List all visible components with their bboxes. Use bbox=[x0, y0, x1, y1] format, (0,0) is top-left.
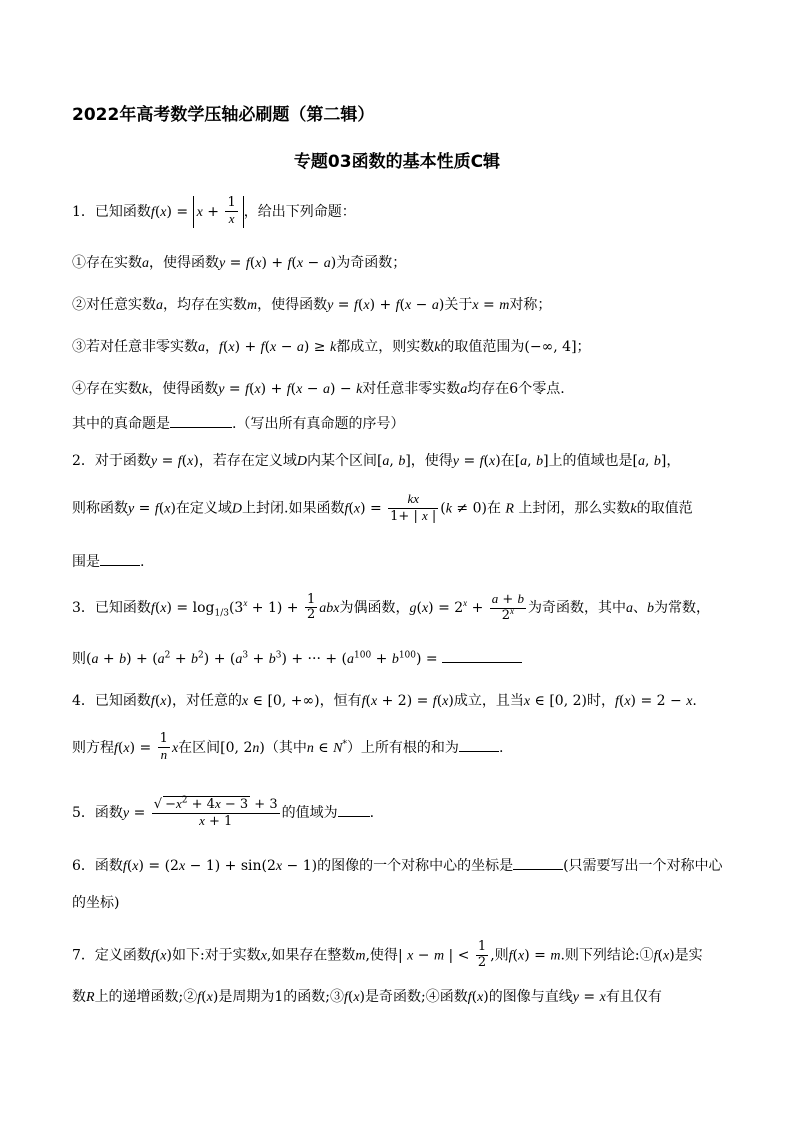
problem-4-line-2: 则方程f(x) = $\frac{1}{n}$ x在区间[0, 2n)（其中n ∈ N*）上所有根的和为 . bbox=[72, 731, 504, 762]
problem-3-line-2: 则$(a + b) + (a^2 + b^2) + (a^3 + b^3)$ + ··· + $(a^{100} + b^{100})$ = bbox=[72, 648, 522, 668]
problem-1-statement-4: ④存在实数k，使得函数y = f(x) + f(x − a) − k对任意非零实数a均存在6个零点. bbox=[72, 381, 565, 397]
problem-7-line-1: 7．定义函数f(x)如下:对于实数x,如果存在整数m,使得| x − m | < $\frac{1}{2}$ ,则f(x) = m.则下列结论:①f(x)是实 bbox=[72, 939, 703, 970]
problem-1-question: 其中的真命题是 .（写出所有真命题的序号） bbox=[72, 416, 405, 432]
problem-5: 5．函数y = $\frac{√ -x^2 + 4x - 3 + 3}{x + 1}$ 的值域为 . bbox=[72, 795, 375, 829]
problem-3-line-1: 3．已知函数$f(x) = \log_{1/3}(3^x + 1)$ + $\frac{1}{2}$ abx为偶函数，$g(x) = 2^x$ + $\frac{a + b}{2^x}$ 为奇函数，其中a、b为常数， bbox=[72, 591, 710, 623]
problem-6-line-1: 6．函数f(x) = (2x − 1) + sin(2x − 1)的图像的一个对称中心的坐标是 (只需要写出一个对称中心 bbox=[72, 858, 723, 874]
problem-1-statement-3: ③若对任意非零实数a，f(x) + f(x − a) ≥ k都成立，则实数k的取值范围为(−∞, 4]； bbox=[72, 339, 591, 355]
problem-1-intro: 1．已知函数f(x) = x + $\frac{1}{x}$ ，给出下列命题： bbox=[72, 195, 356, 226]
document-subtitle: 专题03函数的基本性质C辑 bbox=[293, 152, 501, 172]
problem-2-line-1: 2．对于函数y = f(x)，若存在定义域D内某个区间[a, b]，使得y = f(x)在[a, b]上的值域也是[a, b]， bbox=[72, 453, 681, 469]
problem-7-line-2: 数R上的递增函数;②f(x)是周期为1的函数;③f(x)是奇函数;④函数f(x)的图像与直线y = x有且仅有 bbox=[72, 989, 662, 1005]
problem-1-statement-2: ②对任意实数a，均存在实数m，使得函数y = f(x) + f(x − a)关于x = m对称； bbox=[72, 297, 552, 313]
problem-1-statement-1: ①存在实数a，使得函数y = f(x) + f(x − a)为奇函数； bbox=[72, 255, 407, 271]
problem-4-line-1: 4．已知函数f(x)，对任意的x ∈ [0, +∞)，恒有f(x + 2) = f(x)成立，且当x ∈ [0, 2)时，f(x) = 2 − x. bbox=[72, 693, 697, 709]
problem-2-line-3: 围是 . bbox=[72, 554, 145, 570]
problem-6-line-2: 的坐标) bbox=[72, 895, 120, 911]
document-title: 2022年高考数学压轴必刷题（第二辑） bbox=[72, 105, 375, 125]
problem-2-line-2: 则称函数y = f(x)在定义域D上封闭.如果函数f(x) = $\frac{kx}{1+ | x |}$ (k ≠ 0)在 R 上封闭，那么实数k的取值范 bbox=[72, 491, 693, 524]
